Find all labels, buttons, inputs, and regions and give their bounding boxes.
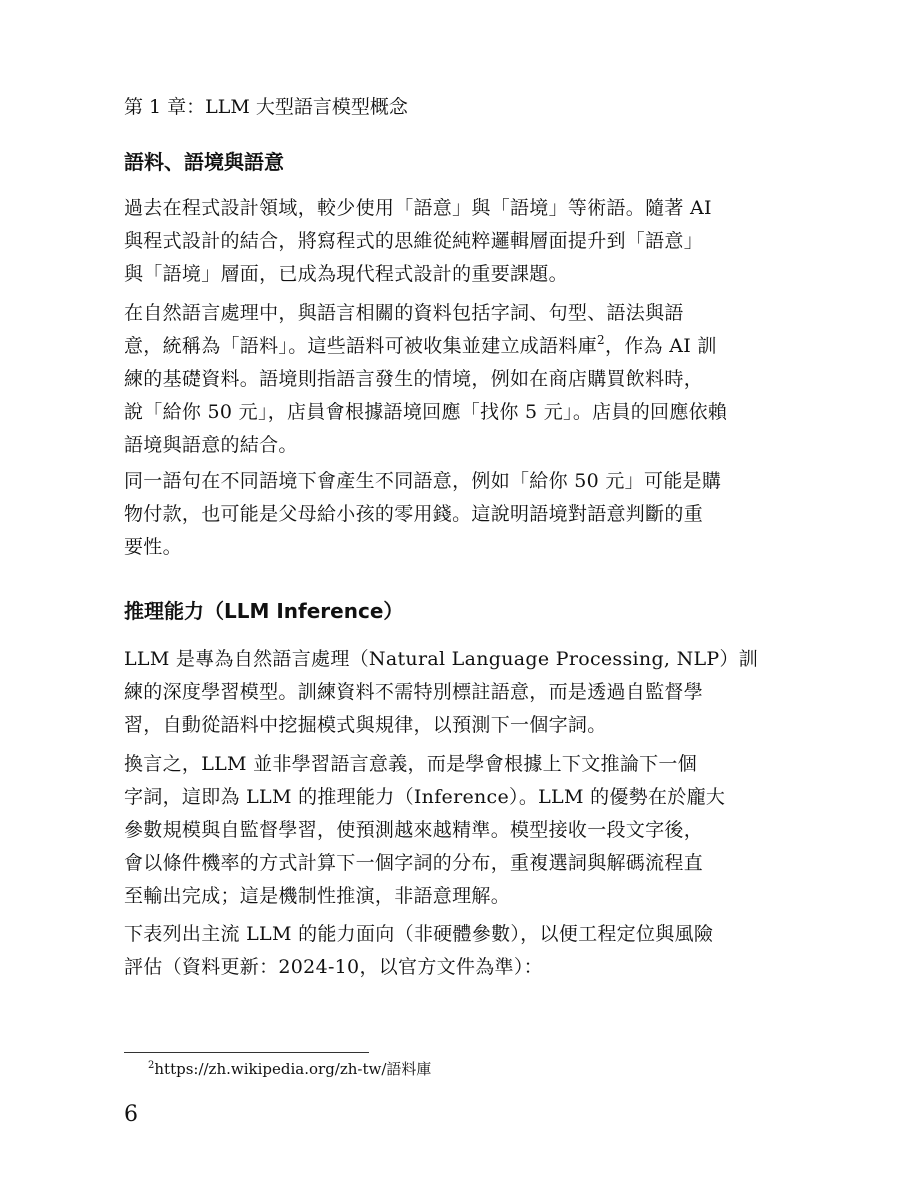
footnote: [148, 1058, 431, 1080]
text-line: 在自然語言處理中，與語言相關的資料包括字詞、句型、語法與語: [124, 302, 684, 324]
text-line: 練的基礎資料。語境則指語言發生的情境，例如在商店購買飲料時，: [124, 368, 704, 390]
text-line: 物付款，也可能是父母給小孩的零用錢。這說明語境對語意判斷的重: [124, 503, 704, 525]
text-line: 至輸出完成；這是機制性推演，非語意理解。: [124, 885, 511, 907]
text-fragment: 意，統稱為「語料」。這些語料可被收集並建立成語料庫: [124, 335, 598, 357]
text-line: 練的深度學習模型。訓練資料不需特別標註語意，而是透過自監督學: [124, 681, 704, 703]
text-line: [124, 330, 746, 363]
book-page: [124, 0, 759, 1204]
text-line: 習，自動從語料中挖掘模式與規律，以預測下一個字詞。: [124, 714, 607, 736]
text-line: 說「給你 50 元」，店員會根據語境回應「找你 5 元」。店員的回應依賴: [124, 401, 728, 423]
paragraph-inference-explanation: [124, 748, 746, 913]
text-line: 過去在程式設計領域，較少使用「語意」與「語境」等術語。隨著 AI: [124, 197, 712, 219]
text-line: 評估（資料更新：2024-10，以官方文件為準）：: [124, 956, 543, 978]
paragraph-corpus-definition: [124, 297, 746, 462]
paragraph-context-example: [124, 465, 746, 564]
text-line: 字詞，這即為 LLM 的推理能力（Inference）。LLM 的優勢在於龐大: [124, 786, 726, 808]
text-fragment: ，作為 AI 訓: [604, 335, 717, 357]
text-line: 與程式設計的結合，將寫程式的思維從純粹邏輯層面提升到「語意」: [124, 230, 704, 252]
footnote-marker: 2: [148, 1060, 155, 1071]
paragraph-corpus-intro: [124, 192, 746, 291]
text-line: 換言之，LLM 並非學習語言意義，而是學會根據上下文推論下一個: [124, 753, 698, 775]
paragraph-table-intro: [124, 918, 746, 984]
text-line: 下表列出主流 LLM 的能力面向（非硬體參數），以便工程定位與風險: [124, 923, 714, 945]
footnote-link[interactable]: https://zh.wikipedia.org/zh-tw/語料庫: [154, 1060, 432, 1078]
text-line: 語境與語意的結合。: [124, 434, 298, 456]
page-number: 6: [124, 1102, 138, 1127]
running-head: 第 1 章：LLM 大型語言模型概念: [124, 96, 408, 118]
text-line: 參數規模與自監督學習，使預測越來越精準。模型接收一段文字後，: [124, 819, 704, 841]
text-line: LLM 是專為自然語言處理（Natural Language Processing, NLP）訓: [124, 648, 759, 670]
section-heading-inference: 推理能力（LLM Inference）: [124, 599, 404, 623]
text-line: 與「語境」層面，已成為現代程式設計的重要課題。: [124, 263, 568, 285]
paragraph-llm-definition: [124, 643, 759, 742]
text-line: 會以條件機率的方式計算下一個字詞的分布，重複選詞與解碼流程直: [124, 852, 704, 874]
section-heading-corpus: 語料、語境與語意: [124, 150, 284, 174]
footnote-reference[interactable]: 2: [597, 333, 605, 347]
footnote-divider: [124, 1052, 369, 1053]
text-line: 同一語句在不同語境下會產生不同語意，例如「給你 50 元」可能是購: [124, 470, 722, 492]
text-line: 要性。: [124, 536, 182, 558]
